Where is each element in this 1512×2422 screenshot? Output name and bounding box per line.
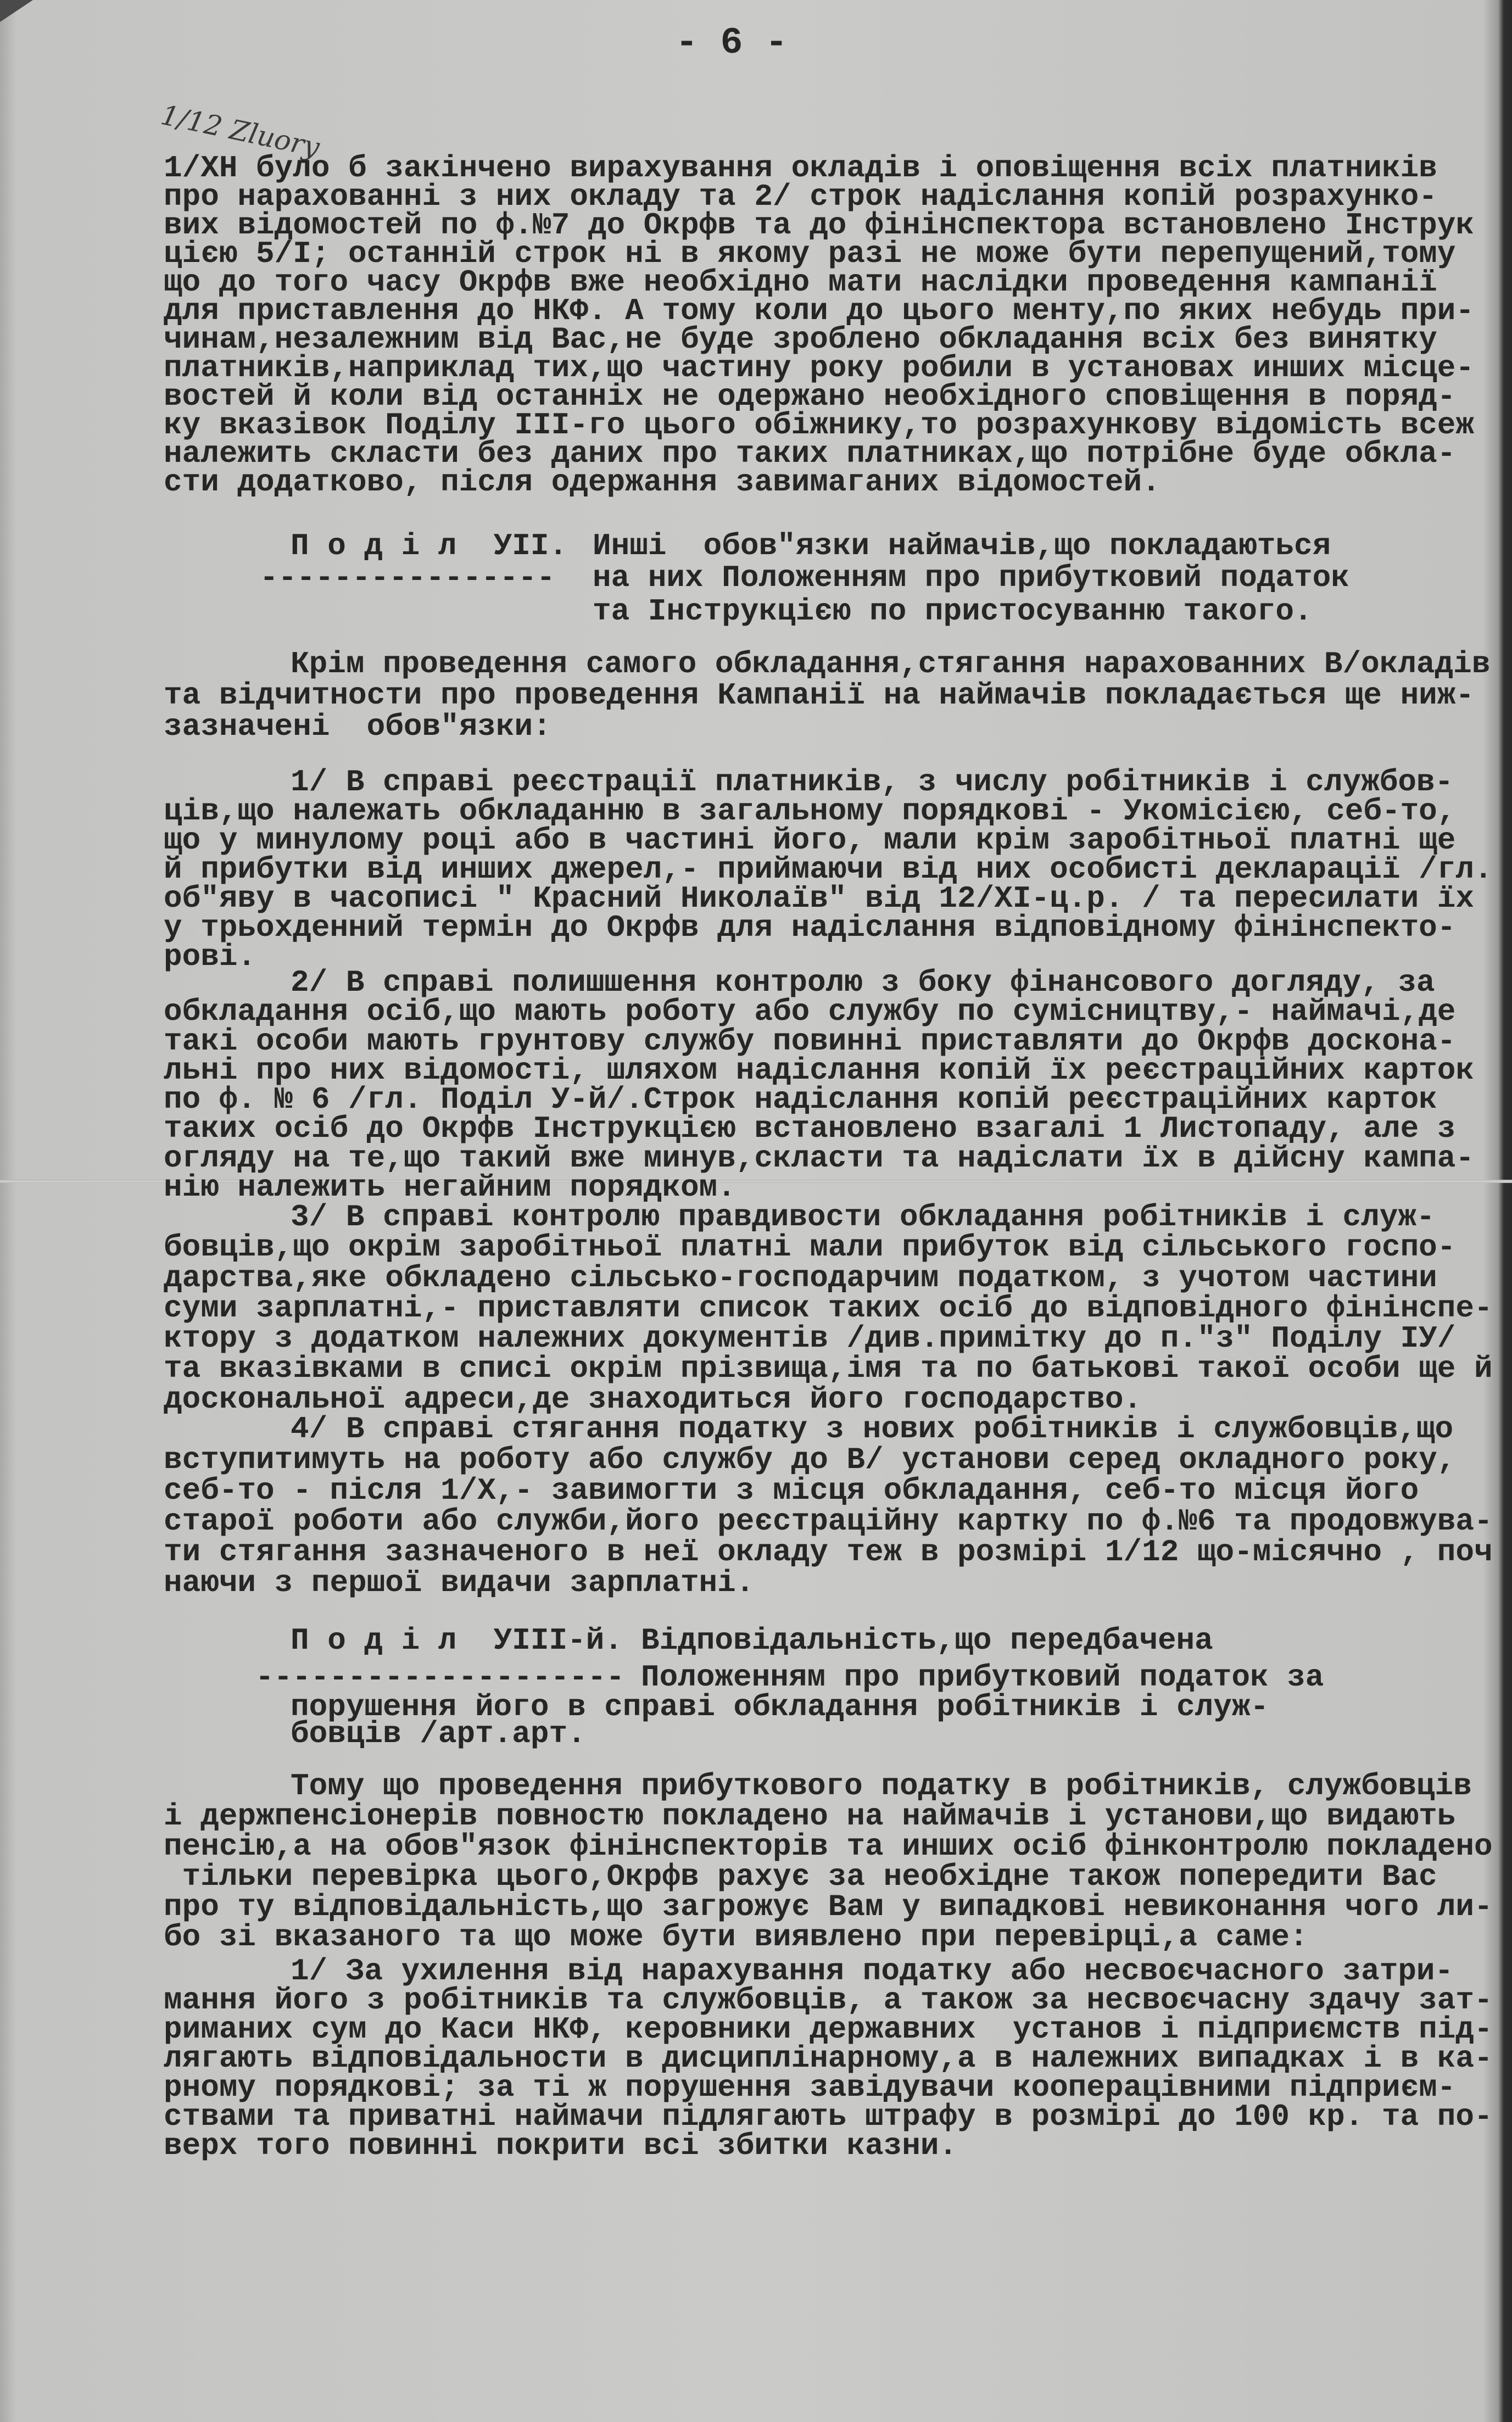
paragraph-krim [164,646,1491,744]
text-line: ствами та приватні наймачи підлягають штрафу в розмірі до 100 кр. та по- [164,2099,1493,2134]
list-item-4-collection [164,1411,1493,1600]
text-line: об"яву в часописі " Красний Николаїв" від 12/XI-ц.р. / та пересилати їх [164,881,1474,916]
list-item-3-verification [164,1199,1493,1417]
text-line: бовців,що окрім заробітньої платні мали прибуток від сільського госпо- [164,1230,1456,1265]
text-line: у трьохденний термін до Окрфв для надіслання відповідному фінінспекто- [164,910,1456,945]
text-line: бо зі вказаного та що може бути виявлено при перевірці,а саме: [164,1919,1308,1955]
text-line: дарства,яке обкладено сільсько-господарчим податком, з учотом частини [164,1260,1437,1296]
text-line: огляду на те,що такий вже минув,скласти та надіслати їх в дійсну кампа- [164,1140,1474,1176]
list-item-2-control [164,965,1474,1206]
text-line: рові. [164,939,256,974]
text-line: рному порядкові; за ті ж порушення завідувачи кооперацівними підприєм- [164,2070,1456,2105]
section-vii-label: П о д і л УІІ. [291,528,568,563]
text-line: наючи з першої видачи зарплатні. [164,1565,755,1600]
text-line: старої роботи або служби,його реєстраційну картку по ф.№6 та продовжува- [164,1504,1493,1539]
text-line: риманих сум до Каси НКФ, керовники державних установ і підприємств під- [164,2012,1493,2047]
text-line: ців,що належать обкладанню в загальному порядкові - Укомісією, себ-то, [164,794,1456,829]
text-line: Тому що проведення прибуткового податку в робітників, службовців [291,1768,1472,1804]
section-viii-label: П о д і л УІІІ-й. [291,1623,623,1658]
list-item-penalties [164,1954,1493,2163]
text-line: 1/ХН було б закінчено вирахування окладів і оповіщення всіх платників [164,150,1437,186]
text-line: льні про них відомості, шляхом надіслання копій їх реєстраційних карток [164,1052,1474,1088]
text-line: доскональної адреси,де знаходиться його господарство. [164,1381,1142,1417]
paragraph-responsibility [164,1768,1493,1955]
text-line: ку вказівок Поділу III-го цього обіжнику,то розрахункову відомість всеж [164,408,1474,443]
section-viii-title-line: бовців /арт.арт. [291,1716,586,1751]
text-line: чинам,незалежним від Вас,не буде зроблено обкладання всіх без винятку [164,322,1437,357]
text-line: по ф. № 6 /гл. Поділ У-й/.Строк надіслання копій реєстраційних карток [164,1082,1437,1118]
section-viii-title-line: порушення його в справі обкладання робітників і служ- [291,1689,1269,1725]
text-line: платників,наприклад тих,що частину року робили в установах инших місце- [164,350,1474,386]
text-line: ти стягання зазначеного в неї окладу теж в розмірі 1/12 що-місячно , поч [164,1534,1493,1570]
handwritten-note: 1/12 Zluory [158,99,322,164]
text-line: верх того повинні покрити всі збитки казни. [164,2128,958,2163]
text-line: вих відомостей по ф.№7 до Окрфв та до фінінспектора встановлено Інструк [164,208,1474,243]
section-viii-underline: -------------------- [255,1660,625,1695]
text-line: таких осіб до Окрфв Інструкцією встановлено взагалі 1 Листопаду, але з [164,1111,1456,1147]
text-line: востей й коли від останніх не одержано необхідного сповіщення в поряд- [164,379,1456,414]
text-line: обкладання осіб,що мають роботу або службу по сумісництву,- наймачі,де [164,994,1456,1030]
text-line: зазначені обов"язки: [164,709,551,744]
text-line: що до того часу Окрфв вже необхідно мати наслідки проведення кампанії [164,265,1437,300]
section-vii-title-line: Инші обов"язки наймачів,що покладаються [593,528,1331,563]
text-line: лягають відповідальности в дисциплінарному,а в належних випадках і в ка- [164,2041,1493,2076]
text-line: належить скласти без даних про таких платниках,що потрібне буде обкла- [164,436,1456,471]
text-line: такі особи мають грунтову службу повинні приставляти до Окрфв доскона- [164,1023,1456,1059]
text-line: 3/ В справі контролю правдивости обкладання робітників і служ- [291,1199,1435,1235]
text-line: вступитимуть на роботу або службу до В/ установи серед окладного року, [164,1442,1456,1477]
text-line: та відчитности про проведення Кампанії на наймачів покладається ще ниж- [164,678,1474,713]
text-line: мання його з робітників та службовців, а також за несвоєчасну здачу зат- [164,1983,1493,2018]
paragraph-intro [164,150,1474,500]
text-line: 4/ В справі стягання податку з нових робітників і службовців,що [291,1411,1454,1447]
text-line: 1/ В справі реєстрації платників, з числу робітників і службов- [291,764,1454,800]
section-viii-title-line: Відповідальність,що передбачена [641,1623,1213,1658]
text-line: тільки перевірка цього,Окрфв рахує за необхідне також попередити Вас [164,1859,1437,1894]
text-line: й прибутки від инших джерел,- приймаючи від них особисті декларації /гл. [164,852,1493,887]
text-line: про ту відповідальність,що загрожує Вам у випадкові невиконання чого ли- [164,1889,1493,1924]
text-line: сти додатково, після одержання завимаганих відомостей. [164,465,1160,500]
text-line: пенсію,а на обов"язок фінінспекторів та инших осіб фінконтролю покладено [164,1829,1493,1864]
text-line: суми зарплатні,- приставляти список таких осіб до відповідного фінінспе- [164,1290,1493,1326]
list-item-1-registration [164,764,1493,974]
section-vii-title-line: та Інструкцією по пристосуванню такого. [593,594,1313,629]
text-line: себ-то - після 1/Х,- завимогти з місця обкладання, себ-то місця його [164,1473,1419,1508]
text-line: що у минулому році або в частині його, мали крім заробітньої платні ще [164,823,1456,858]
text-line: ктору з додатком належних документів /див.примітку до п."з" Поділу ІУ/ [164,1321,1456,1357]
text-line: цією 5/І; останній строк ні в якому разі не може бути перепущений,тому [164,236,1456,271]
text-line: і держпенсіонерів повностю покладено на наймачів і установи,що видають [164,1799,1456,1834]
page-number: - 6 - [676,22,788,64]
text-line: 2/ В справі полишшення контролю з боку фінансового догляду, за [291,965,1435,1000]
section-vii-underline: ---------------- [260,560,555,595]
text-line: для приставлення до НКФ. А тому коли до цього менту,по яких небудь при- [164,293,1474,328]
text-line: Крім проведення самого обкладання,стягання нарахованних В/окладів [291,646,1491,682]
text-line: 1/ За ухилення від нарахування податку або несвоєчасного затри- [291,1954,1454,1989]
text-line: нію належить негайним порядком. [164,1170,736,1206]
section-vii-title-line: на них Положенням про прибутковий податок [593,560,1349,595]
text-line: та вказівками в списі окрім прізвища,імя та по батькові такої особи ще й [164,1351,1493,1387]
section-viii-title-line: Положенням про прибутковий податок за [641,1660,1324,1695]
text-line: про нарахованні з них окладу та 2/ строк надіслання копій розрахунко- [164,179,1437,214]
